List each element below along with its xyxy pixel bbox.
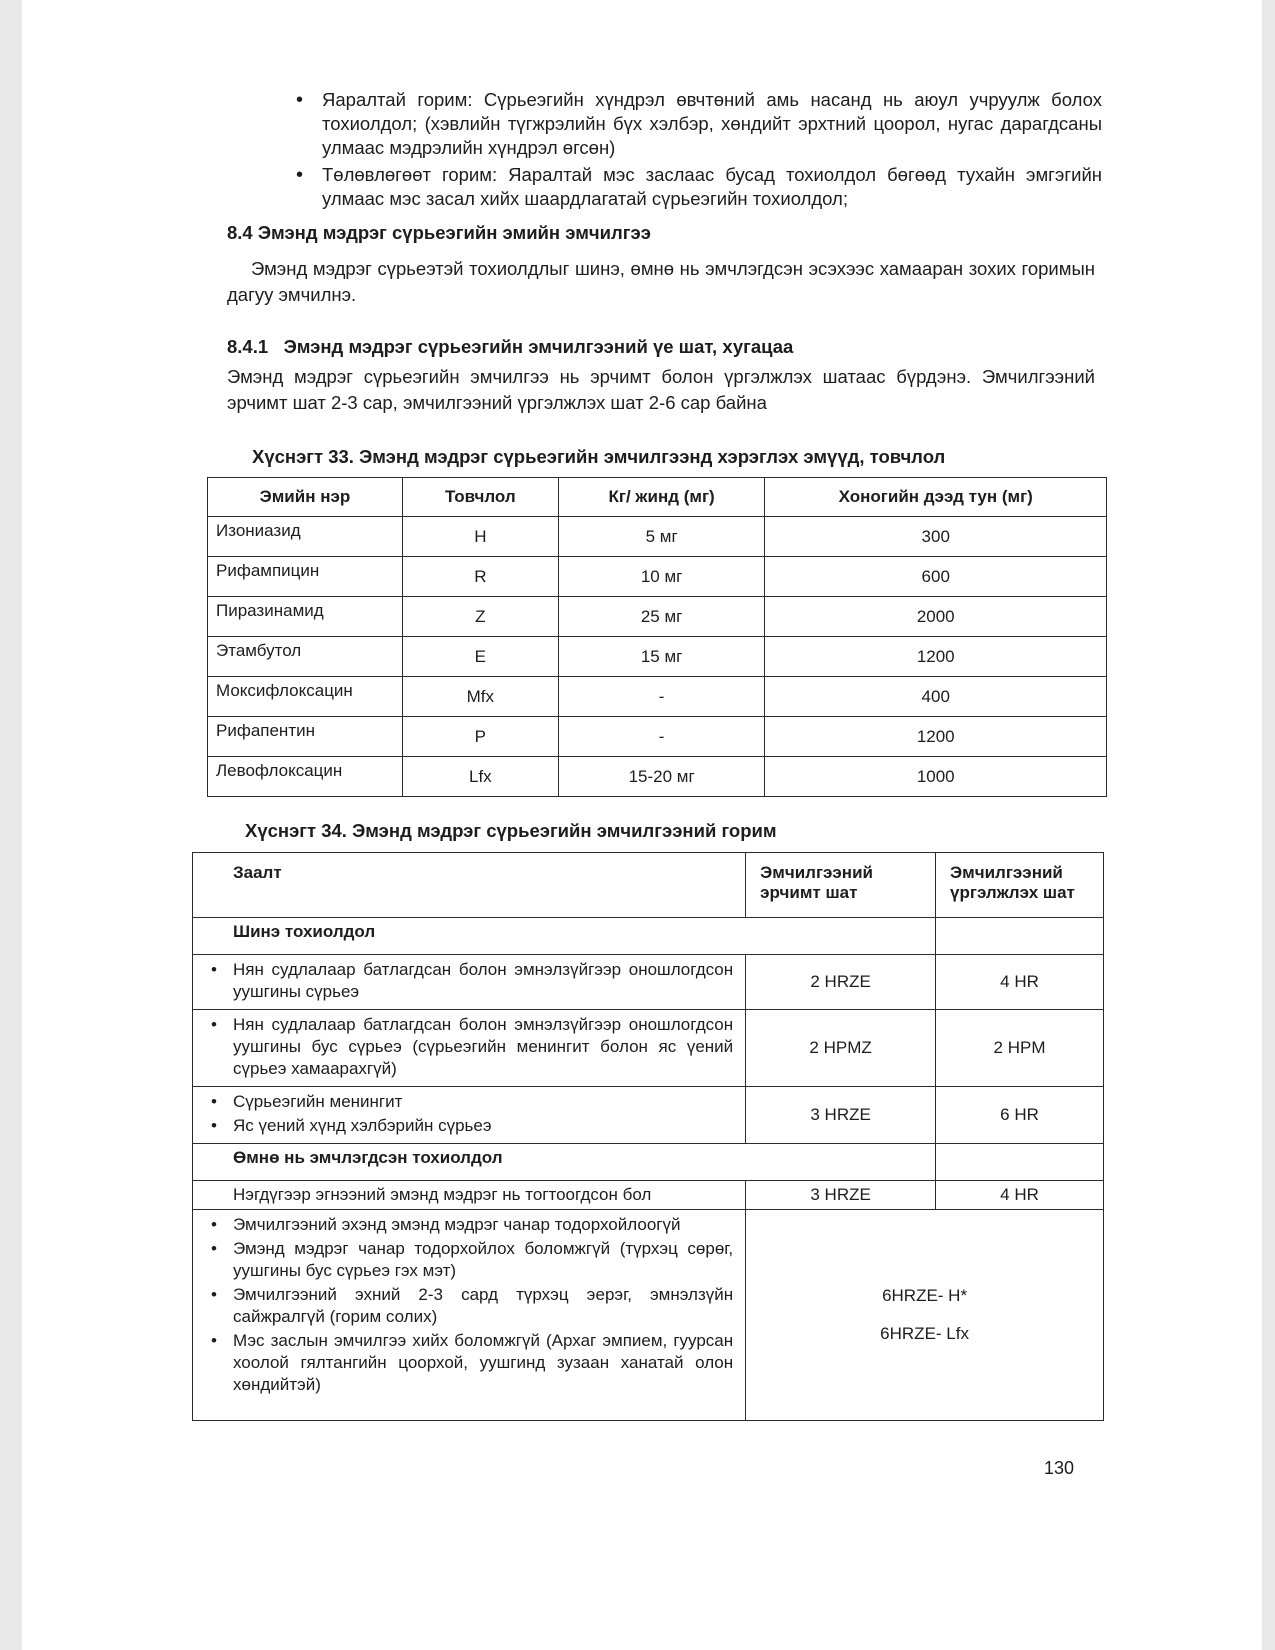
- table-34: [192, 852, 1104, 1421]
- table-cell: 1200: [765, 717, 1107, 757]
- indication-list: [205, 1014, 733, 1080]
- table-cell: 10 мг: [558, 557, 765, 597]
- table-row: [208, 517, 1107, 557]
- list-item: • Төлөвлөгөөт горим: Яаралтай мэс заслаас бусад тохиолдол бөгөөд тухайн эмгэгийн улмаас мэс засал хийх шаардлагатай сүрьеэгийн тохиолдол;: [292, 163, 1102, 211]
- table-cell: 400: [765, 677, 1107, 717]
- table-cell: Этамбутол: [208, 637, 403, 677]
- table-row: [193, 1010, 1104, 1087]
- table-cell: Левофлоксацин: [208, 757, 403, 797]
- table-cell: R: [402, 557, 558, 597]
- table-cell: Пиразинамид: [208, 597, 403, 637]
- table-cell: Моксифлоксацин: [208, 677, 403, 717]
- list-item: • Мэс заслын эмчилгээ хийх боломжгүй (Архаг эмпием, гуурсан хоолой гялтангийн цоорхой, уушгинд зузаан ханатай олон хөндийтэй): [205, 1330, 733, 1396]
- section-8-4-heading: 8.4 Эмэнд мэдрэг сүрьеэгийн эмийн эмчилгээ: [227, 222, 651, 243]
- table-row: [193, 1210, 1104, 1421]
- table-cell: -: [558, 717, 765, 757]
- column-header: Кг/ жинд (мг): [558, 478, 765, 517]
- document-page: [22, 0, 1262, 1650]
- list-item: • Эмчилгээний эхэнд эмэнд мэдрэг чанар тодорхойлоогүй: [205, 1214, 733, 1236]
- table-33-caption: Хүснэгт 33. Эмэнд мэдрэг сүрьеэгийн эмчилгээнд хэрэглэх эмүүд, товчлол: [252, 446, 946, 467]
- table-header-row: [193, 853, 1104, 918]
- page-number: 130: [1044, 1458, 1075, 1478]
- table-cell: [193, 1087, 746, 1144]
- table-row: [208, 757, 1107, 797]
- table-cell: H: [402, 517, 558, 557]
- list-item: • Яаралтай горим: Сүрьеэгийн хүндрэл өвчтөний амь насанд нь аюул учруулж болох тохиолдол; (хэвлийн түгжрэлийн бүх хэлбэр, хөндийт эрхтний цоорол, нугас дарагдсаны улмаас мэдрэлийн хүндрэл өгсөн): [292, 88, 1102, 160]
- table-row: [208, 557, 1107, 597]
- table-cell: 2 HRZE: [746, 955, 936, 1010]
- table-cell: 300: [765, 517, 1107, 557]
- column-header: Хоногийн дээд тун (мг): [765, 478, 1107, 517]
- table-cell: 4 HR: [936, 1181, 1104, 1210]
- table-cell: P: [402, 717, 558, 757]
- section-8-4-1-text: Эмэнд мэдрэг сүрьеэгийн эмчилгээ нь эрчимт болон үргэлжлэх шатаас бүрдэнэ. Эмчилгээний эрчимт шат 2-3 сар, эмчилгээний үргэлжлэх шат 2-6 сар байна: [227, 366, 1095, 413]
- table-cell: 1200: [765, 637, 1107, 677]
- regimen-option: 6HRZE- H*: [882, 1286, 968, 1305]
- section-new-cases: Шинэ тохиолдол: [193, 918, 936, 955]
- column-header: Заалт: [193, 853, 746, 918]
- column-header: Эмчилгээний эрчимт шат: [746, 853, 936, 918]
- table-cell: 2 HPM: [936, 1010, 1104, 1087]
- section-8-4-1-heading: 8.4.1 Эмэнд мэдрэг сүрьеэгийн эмчилгээний үе шат, хугацаа: [227, 336, 794, 357]
- list-item: • Яс үений хүнд хэлбэрийн сүрьеэ: [205, 1115, 733, 1137]
- list-item: • Эмчилгээний эхний 2-3 сард түрхэц эерэг, эмнэлзүйн сайжралгүй (горим солих): [205, 1284, 733, 1328]
- indication-list: [205, 959, 733, 1003]
- table-cell: [193, 955, 746, 1010]
- table-33: [207, 477, 1107, 797]
- table-cell: Рифампицин: [208, 557, 403, 597]
- section-previously-treated: Өмнө нь эмчлэгдсэн тохиолдол: [193, 1144, 936, 1181]
- table-cell: E: [402, 637, 558, 677]
- table-cell: 15-20 мг: [558, 757, 765, 797]
- list-item: • Нян судлалаар батлагдсан болон эмнэлзүйгээр оношлогдсон уушгины сүрьеэ: [205, 959, 733, 1003]
- column-header: Эмийн нэр: [208, 478, 403, 517]
- emergency-planned-list: [292, 88, 1102, 214]
- table-row: [193, 955, 1104, 1010]
- table-cell: Mfx: [402, 677, 558, 717]
- section-8-4-text: Эмэнд мэдрэг сүрьеэтэй тохиолдлыг шинэ, өмнө нь эмчлэгдсэн эсэхээс хамааран зохих горимын дагуу эмчилнэ.: [227, 258, 1095, 305]
- table-cell: [936, 918, 1104, 955]
- table-cell: Lfx: [402, 757, 558, 797]
- table-cell: [193, 1010, 746, 1087]
- table-cell: 6 HR: [936, 1087, 1104, 1144]
- indication-list: [205, 1214, 733, 1396]
- table-row: [208, 677, 1107, 717]
- indication-list: [205, 1091, 733, 1137]
- column-header: Эмчилгээний үргэлжлэх шат: [936, 853, 1104, 918]
- section-row: [193, 918, 1104, 955]
- section-row: [193, 1144, 1104, 1181]
- table-cell: 5 мг: [558, 517, 765, 557]
- table-row: [208, 597, 1107, 637]
- table-cell: 600: [765, 557, 1107, 597]
- table-34-caption: Хүснэгт 34. Эмэнд мэдрэг сүрьеэгийн эмчилгээний горим: [245, 820, 777, 841]
- table-header-row: [208, 478, 1107, 517]
- table-cell: Z: [402, 597, 558, 637]
- table-row: [208, 637, 1107, 677]
- table-row: [193, 1181, 1104, 1210]
- table-cell: Рифапентин: [208, 717, 403, 757]
- table-cell: 25 мг: [558, 597, 765, 637]
- table-cell: [936, 1144, 1104, 1181]
- list-item: • Эмэнд мэдрэг чанар тодорхойлох боломжгүй (түрхэц сөрөг, уушгины бус сүрьеэ гэх мэт): [205, 1238, 733, 1282]
- table-row: [208, 717, 1107, 757]
- table-cell: 2 HPMZ: [746, 1010, 936, 1087]
- table-row: [193, 1087, 1104, 1144]
- table-cell: -: [558, 677, 765, 717]
- table-cell: 15 мг: [558, 637, 765, 677]
- regimen-option: 6HRZE- Lfx: [880, 1324, 969, 1343]
- table-cell: 3 HRZE: [746, 1181, 936, 1210]
- table-cell: Нэгдүгээр эгнээний эмэнд мэдрэг нь тогтоогдсон бол: [193, 1181, 746, 1210]
- table-cell: Изониазид: [208, 517, 403, 557]
- column-header: Товчлол: [402, 478, 558, 517]
- table-cell: 2000: [765, 597, 1107, 637]
- table-cell: [746, 1210, 1104, 1421]
- table-cell: 4 HR: [936, 955, 1104, 1010]
- list-item: • Нян судлалаар батлагдсан болон эмнэлзүйгээр оношлогдсон уушгины бус сүрьеэ (сүрьеэгийн менингит болон яс үений сүрьеэ хамаарахгүй): [205, 1014, 733, 1080]
- table-cell: [193, 1210, 746, 1421]
- table-cell: 1000: [765, 757, 1107, 797]
- table-cell: 3 HRZE: [746, 1087, 936, 1144]
- list-item: • Сүрьеэгийн менингит: [205, 1091, 733, 1113]
